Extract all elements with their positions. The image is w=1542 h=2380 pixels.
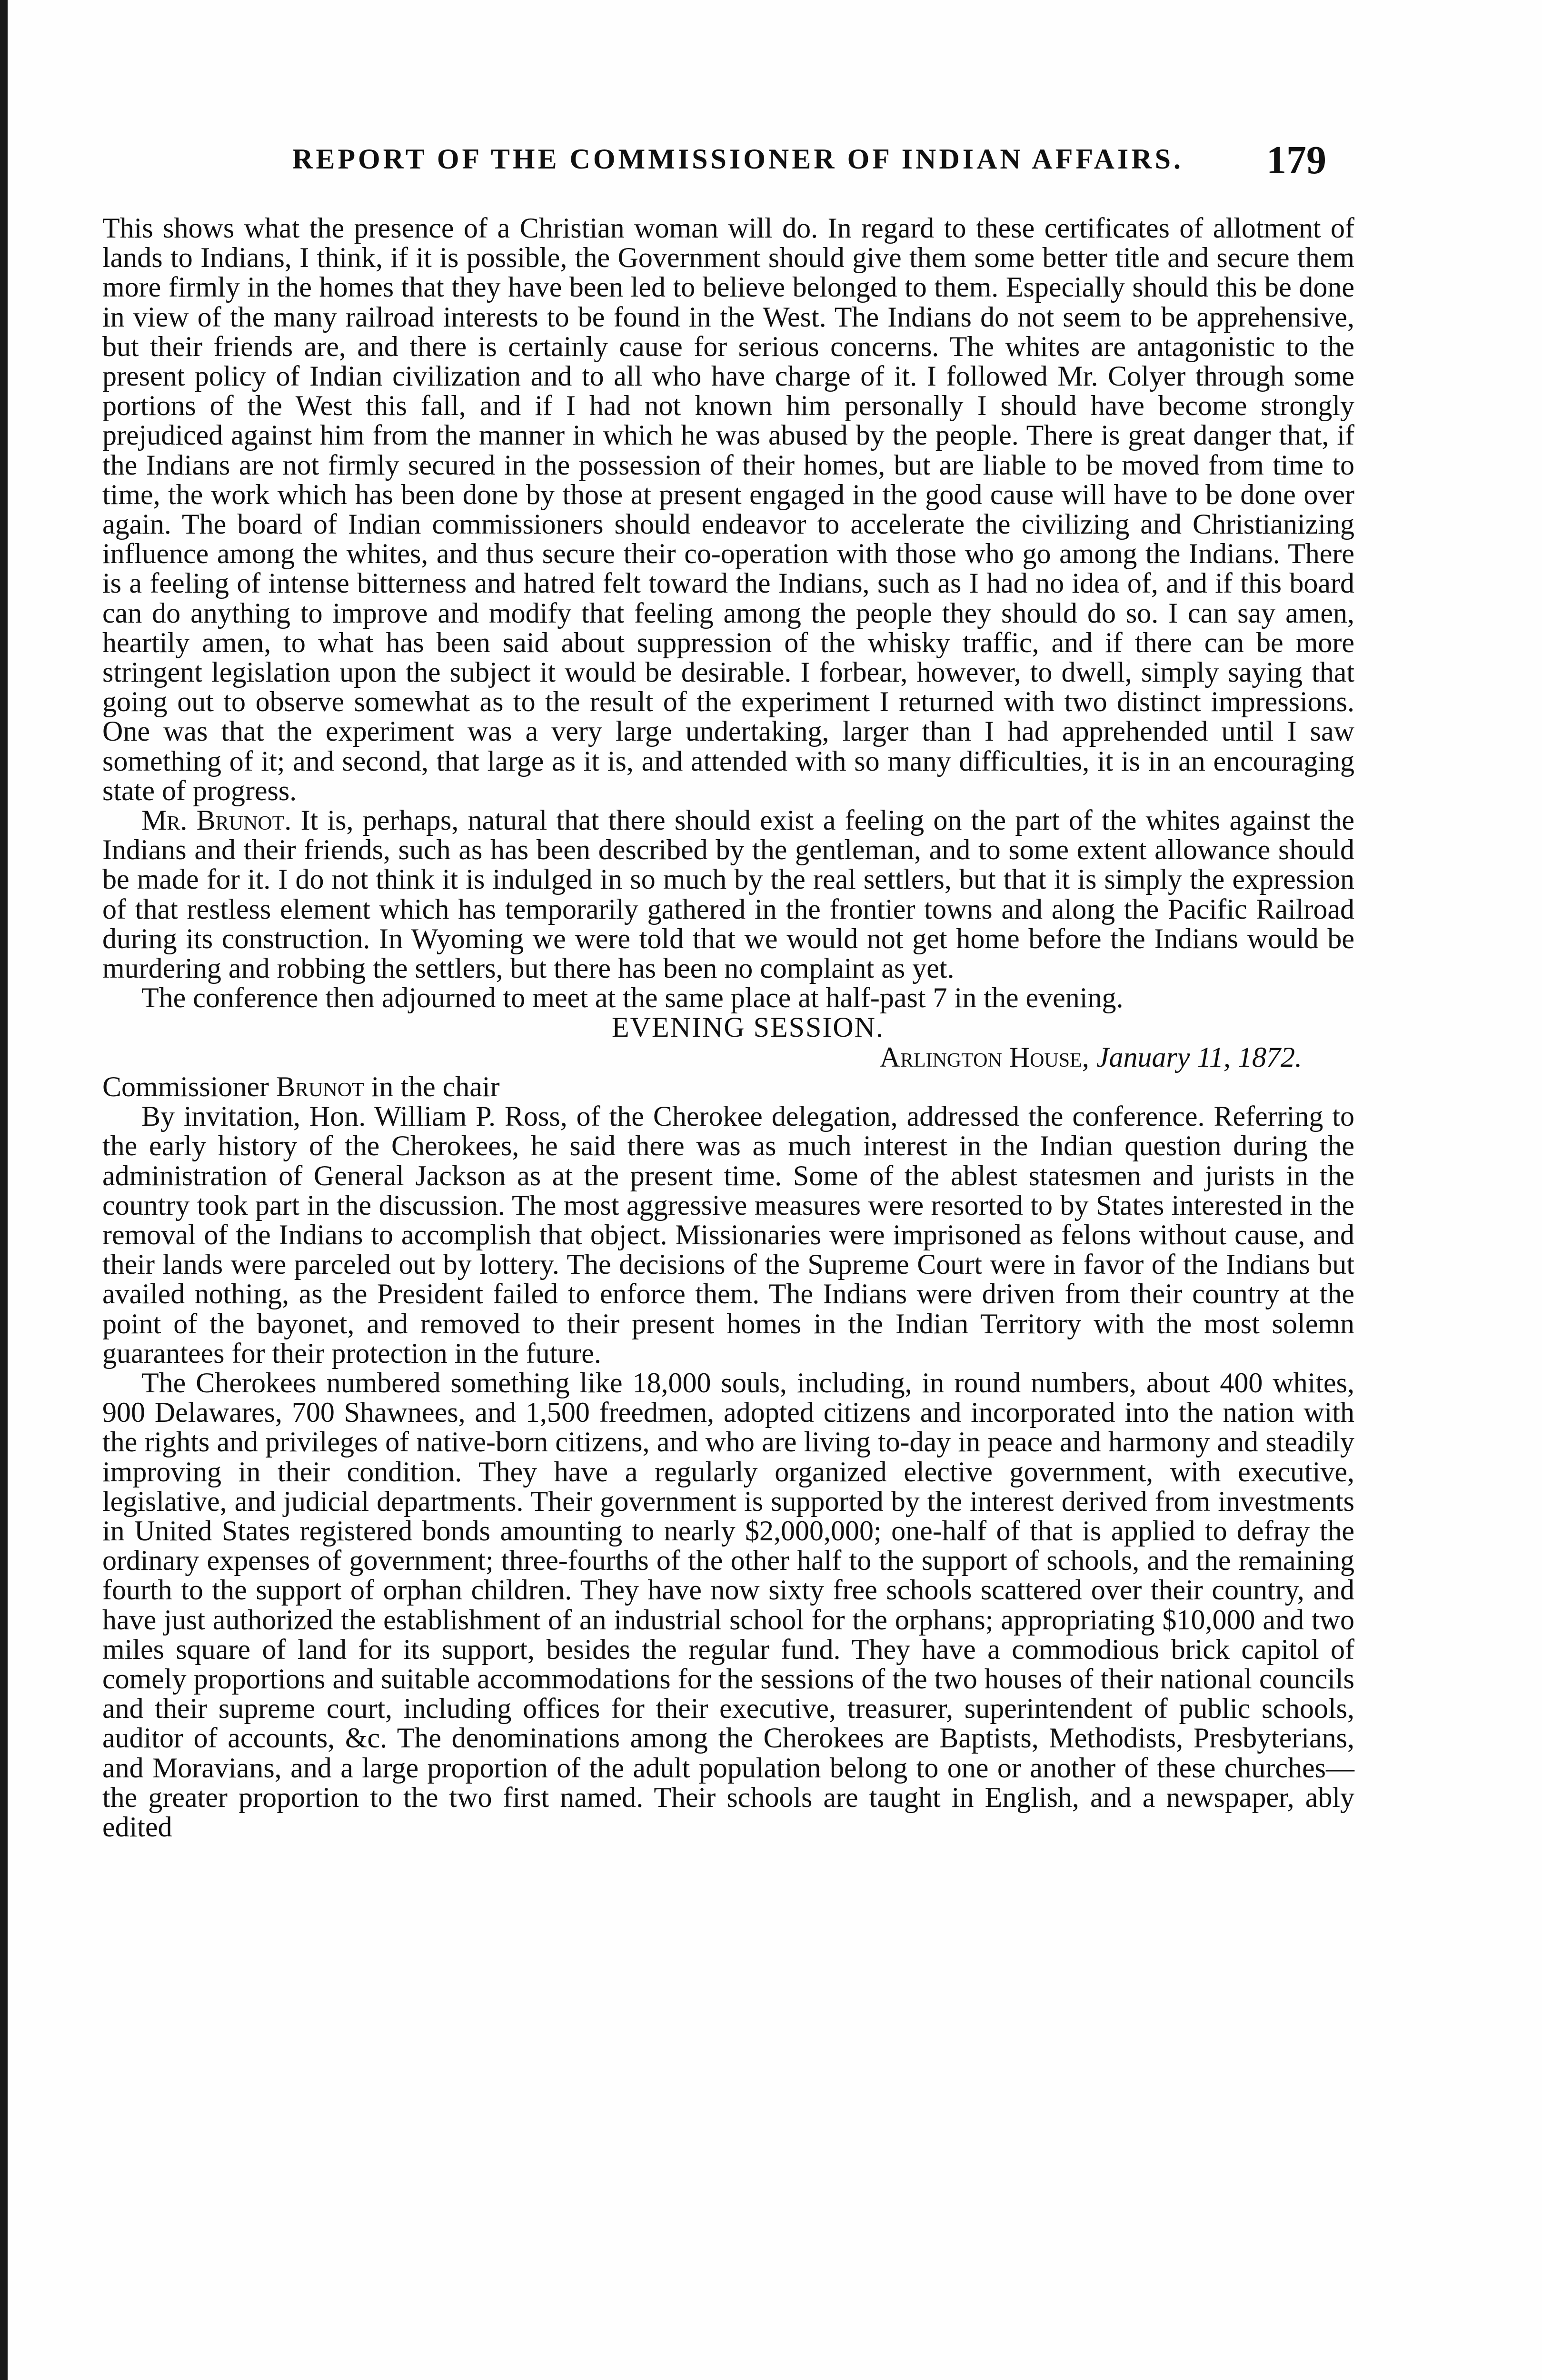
dateline-place: Arlington House,: [879, 1041, 1089, 1073]
paragraph-adjournment: The conference then adjourned to meet at the same place at half-past 7 in the evening.: [141, 982, 1124, 1014]
speaker-text: It is, perhaps, natural that there should exist a feeling on the part of the whites against the Indians and their friends, such as has been described by the gentleman, and to some extent allowance should be made for it. I do not think it is indulged in so much by the real settlers, but that it is simply the expression of that restless element which has temporarily gathered in the frontier towns and along the Pacific Railroad during its construction. In Wyoming we were told that we would not get home before the Indians would be murdering and robbing the settlers, but there has been no complaint as yet.: [102, 804, 1355, 984]
section-heading: EVENING SESSION.: [612, 1012, 884, 1043]
scan-border: [0, 0, 8, 2380]
chair-suffix: in the chair: [364, 1071, 500, 1102]
paragraph-ross-address: By invitation, Hon. William P. Ross, of the Cherokee delegation, addressed the conference. Referring to the early history of the Cherokees, he said there was as much interest in the Indian question during the administration of General Jackson as at the present time. Some of the ablest statesmen and jurists in the country took part in the discussion. The most aggressive measures were resorted to by States interested in the removal of the Indians to accomplish that object. Missionaries were imprisoned as felons without cause, and their lands were parceled out by lottery. The decisions of the Supreme Court were in favor of the Indians but availed nothing, as the President failed to enforce them. The Indians were driven from their country at the point of the bayonet, and removed to their present homes in the Indian Territory with the most solemn guarantees for their protection in the future.: [102, 1101, 1354, 1369]
chair-line: [102, 1072, 1354, 1101]
speaker-name: Mr. Brunot.: [141, 804, 292, 836]
running-head: REPORT OF THE COMMISSIONER OF INDIAN AFFAIRS.: [292, 143, 1184, 175]
dateline-date: January 11, 1872.: [1096, 1041, 1302, 1073]
paragraph-brunot-remarks: [102, 805, 1354, 983]
body-text: [102, 213, 1354, 1842]
page-number: 179: [1266, 138, 1326, 182]
paragraph-continuation: This shows what the presence of a Christian woman will do. In regard to these certificates of allotment of lands to Indians, I think, if it is possible, the Government should give them some better title and secure them more firmly in the homes that they have been led to believe belonged to them. Especially should this be done in view of the many railroad interests to be found in the West. The Indians do not seem to be apprehensive, but their friends are, and there is certainly cause for serious concerns. The whites are antagonistic to the present policy of Indian civilization and to all who have charge of it. I followed Mr. Colyer through some portions of the West this fall, and if I had not known him personally I should have become strongly prejudiced against him from the manner in which he was abused by the people. There is great danger that, if the Indians are not firmly secured in the possession of their homes, but are liable to be moved from time to time, the work which has been done by those at present engaged in the good cause will have to be done over again. The board of Indian commissioners should endeavor to accelerate the civilizing and Christianizing influence among the whites, and thus secure their co-operation with those who go among the Indians. There is a feeling of intense bitterness and hatred felt toward the Indians, such as I had no idea of, and if this board can do anything to improve and modify that feeling among the people they should do so. I can say amen, heartily amen, to what has been said about suppression of the whisky traffic, and if there can be more stringent legislation upon the subject it would be desirable. I forbear, however, to dwell, simply saying that going out to observe somewhat as to the result of the experiment I returned with two distinct impressions. One was that the experiment was a very large undertaking, larger than I had apprehended until I saw something of it; and second, that large as it is, and attended with so many difficulties, it is in an encouraging state of progress.: [102, 212, 1354, 806]
chair-prefix: Commissioner: [102, 1071, 277, 1102]
paragraph-cherokee-details: The Cherokees numbered something like 18,000 souls, including, in round numbers, about 400 whites, 900 Delawares, 700 Shawnees, and 1,500 freedmen, adopted citizens and incorporated into the nation with the rights and privileges of native-born citizens, and who are living to-day in peace and harmony and steadily improving in their condition. They have a regularly organized elective government, with executive, legislative, and judicial departments. Their government is supported by the interest derived from investments in United States registered bonds amounting to nearly $2,000,000; one-half of that is applied to defray the ordinary expenses of government; three-fourths of the other half to the support of schools, and the remaining fourth to the support of orphan children. They have now sixty free schools scattered over their country, and have just authorized the establishment of an industrial school for the orphans; appropriating $10,000 and two miles square of land for its support, besides the regular fund. They have a commodious brick capitol of comely proportions and suitable accommodations for the sessions of the two houses of their national councils and their supreme court, including offices for their executive, treasurer, superintendent of public schools, auditor of accounts, &c. The denominations among the Cherokees are Baptists, Methodists, Presbyterians, and Moravians, and a large proportion of the adult population belong to one or another of these churches—the greater proportion to the two first named. Their schools are taught in English, and a newspaper, ably edited: [102, 1367, 1354, 1843]
dateline: [102, 1042, 1354, 1072]
chair-name: Brunot: [276, 1071, 364, 1102]
